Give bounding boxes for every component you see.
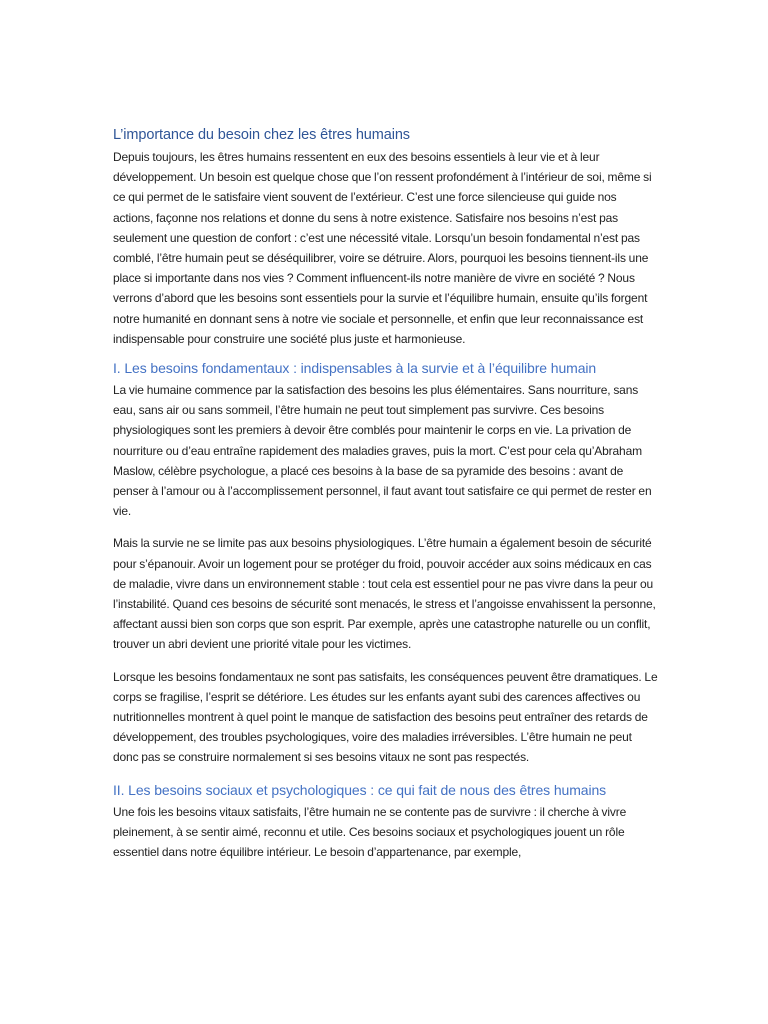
section-1-paragraph-1: La vie humaine commence par la satisfaction des besoins les plus élémentaires. Sans nourriture, sans eau, sans air ou sans sommeil, l’être humain ne peut tout simplement pas survivre. Ces besoins physiologiques sont les premiers à devoir être comblés pour maintenir le corps en vie. La privation de nourriture ou d’eau entraîne rapidement des maladies graves, puis la mort. C’est pour cela qu’Abraham Maslow, célèbre psychologue, a placé ces besoins à la base de sa pyramide des besoins : avant de penser à l’amour ou à l’accomplissement personnel, il faut avant tout satisfaire ce qui permet de rester en vie. [113, 383, 652, 519]
document-page [113, 125, 658, 862]
section-1-heading: I. Les besoins fondamentaux : indispensables à la survie et à l’équilibre humain [113, 360, 597, 377]
section-2-heading: II. Les besoins sociaux et psychologiques : ce qui fait de nous des êtres humains [113, 781, 607, 798]
section-1-paragraph-2: Mais la survie ne se limite pas aux besoins physiologiques. L’être humain a également besoin de sécurité pour s’épanouir. Avoir un logement pour se protéger du froid, pouvoir accéder aux soins médicaux en cas de maladie, vivre dans un environnement stable : tout cela est essentiel pour ne pas vivre dans la peur ou l’instabilité. Quand ces besoins de sécurité sont menacés, le stress et l’angoisse envahissent la personne, affectant aussi bien son corps que son esprit. Par exemple, après une catastrophe naturelle ou un conflit, trouver un abri devient une priorité vitale pour les victimes. [113, 536, 656, 652]
document-title: L’importance du besoin chez les êtres humains [113, 127, 410, 143]
intro-paragraph: Depuis toujours, les êtres humains ressentent en eux des besoins essentiels à leur vie et à leur développement. Un besoin est quelque chose que l’on ressent profondément à l’intérieur de soi, même si ce qui permet de le satisfaire vient souvent de l’extérieur. C’est une force silencieuse qui guide nos actions, façonne nos relations et donne du sens à notre existence. Satisfaire nos besoins n’est pas seulement une question de confort : c’est une nécessité vitale. Lorsqu’un besoin fondamental n’est pas comblé, l’être humain peut se déséquilibrer, voire se détruire. Alors, pourquoi les besoins tiennent-ils une place si importante dans nos vies ? Comment influencent-ils notre manière de vivre en société ? Nous verrons d’abord que les besoins sont essentiels pour la survie et l’équilibre humain, ensuite qu’ils forgent notre humanité en donnant sens à notre vie sociale et personnelle, et enfin que leur reconnaissance est indispensable pour construire une société plus juste et harmonieuse. [113, 150, 652, 346]
section-2-paragraph-1: Une fois les besoins vitaux satisfaits, l’être humain ne se contente pas de survivre : il cherche à vivre pleinement, à se sentir aimé, reconnu et utile. Ces besoins sociaux et psychologiques jouent un rôle essentiel dans notre équilibre intérieur. Le besoin d’appartenance, par exemple, [113, 804, 627, 860]
section-1-paragraph-3: Lorsque les besoins fondamentaux ne sont pas satisfaits, les conséquences peuvent être dramatiques. Le corps se fragilise, l’esprit se détériore. Les études sur les enfants ayant subi des carences affectives ou nutritionnelles montrent à quel point le manque de satisfaction des besoins peut entraîner des retards de développement, des troubles psychologiques, voire des maladies irréversibles. L’être humain ne peut donc pas se construire normalement si ses besoins vitaux ne sont pas respectés. [113, 669, 658, 765]
